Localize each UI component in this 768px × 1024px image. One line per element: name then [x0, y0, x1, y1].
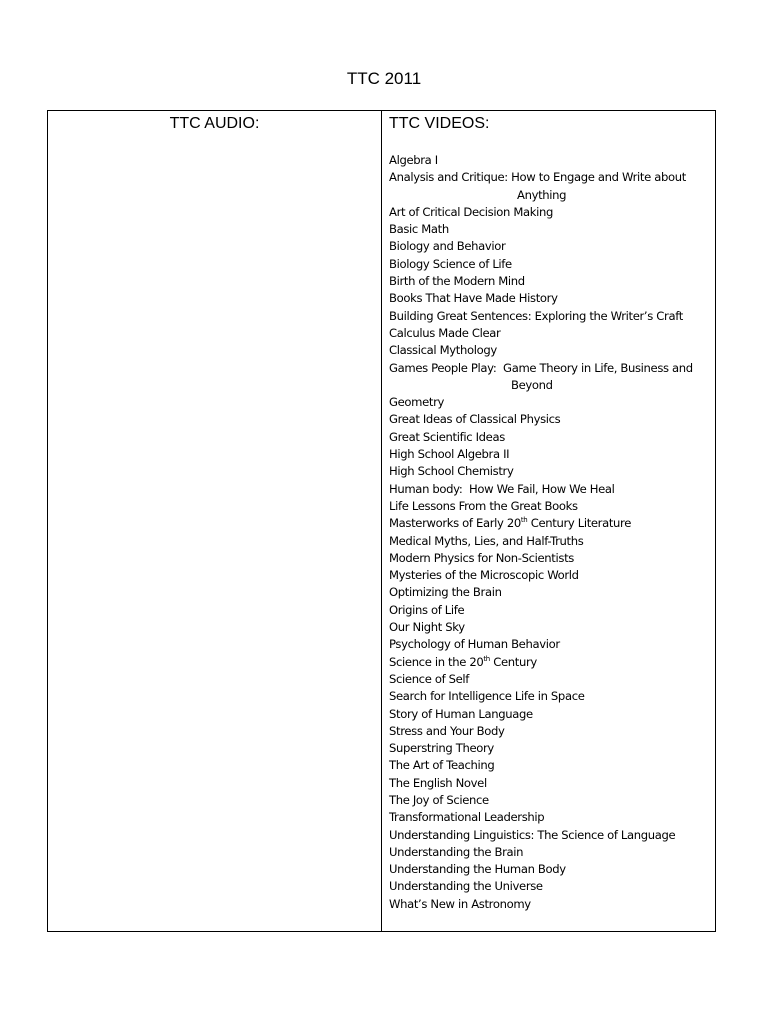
list-item: Great Ideas of Classical Physics: [389, 412, 561, 427]
list-item: High School Algebra II: [389, 447, 510, 462]
list-item: Analysis and Critique: How to Engage and Write about Anything: [389, 170, 686, 202]
list-item: Biology and Behavior: [389, 239, 506, 254]
list-item: Building Great Sentences: Exploring the Writer’s Craft: [389, 308, 683, 323]
list-item: Masterworks of Early 20th Century Literature: [389, 516, 631, 531]
list-item: Algebra I: [389, 153, 438, 167]
column-divider: [381, 111, 382, 931]
list-item: Stress and Your Body: [389, 723, 505, 738]
audio-column-header: TTC AUDIO:: [169, 115, 260, 132]
list-item: Classical Mythology: [389, 343, 497, 358]
list-item: Superstring Theory: [389, 741, 494, 756]
list-item: Understanding the Human Body: [389, 862, 566, 877]
list-item: The Art of Teaching: [389, 758, 495, 773]
page-title: TTC 2011: [346, 69, 422, 88]
video-list: [389, 152, 714, 913]
list-item: Transformational Leadership: [389, 810, 545, 825]
list-item: Understanding the Brain: [389, 844, 524, 859]
list-item: Our Night Sky: [389, 620, 465, 635]
list-item: Origins of Life: [389, 602, 465, 617]
list-item: Science in the 20th Century: [389, 654, 537, 669]
list-item: Games People Play: Game Theory in Life, Business and Beyond: [389, 360, 693, 392]
list-item: Understanding Linguistics: The Science of Language: [389, 827, 676, 842]
list-item: Books That Have Made History: [389, 291, 558, 306]
list-item: Search for Intelligence Life in Space: [389, 689, 585, 704]
video-column-header: TTC VIDEOS:: [389, 115, 490, 132]
list-item: The Joy of Science: [389, 792, 489, 807]
list-item: Science of Self: [389, 671, 470, 686]
list-item: Birth of the Modern Mind: [389, 274, 525, 289]
list-item: High School Chemistry: [389, 464, 514, 479]
list-item: Geometry: [389, 395, 445, 410]
list-item: Calculus Made Clear: [389, 325, 501, 340]
list-item: Life Lessons From the Great Books: [389, 498, 578, 513]
course-table: [47, 110, 716, 932]
list-item: Story of Human Language: [389, 706, 533, 721]
list-item: Art of Critical Decision Making: [389, 204, 553, 219]
list-item: Modern Physics for Non-Scientists: [389, 550, 574, 565]
list-item: Medical Myths, Lies, and Half-Truths: [389, 533, 584, 548]
list-item: Great Scientific Ideas: [389, 429, 505, 444]
list-item: The English Novel: [389, 775, 487, 790]
list-item: Human body: How We Fail, How We Heal: [389, 481, 615, 496]
list-item: Biology Science of Life: [389, 256, 512, 271]
list-item: Psychology of Human Behavior: [389, 637, 560, 652]
list-item: Mysteries of the Microscopic World: [389, 568, 579, 583]
list-item: Optimizing the Brain: [389, 585, 502, 600]
list-item: Basic Math: [389, 222, 449, 237]
list-item: What’s New in Astronomy: [389, 896, 531, 911]
list-item: Understanding the Universe: [389, 879, 543, 894]
